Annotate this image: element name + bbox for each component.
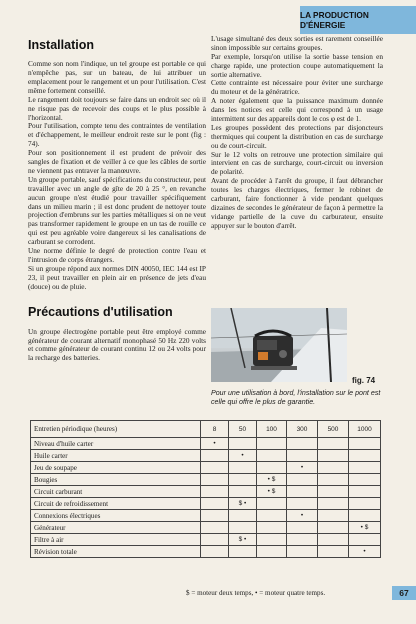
table-cell (257, 546, 287, 558)
table-header-cell: 8 (201, 421, 229, 438)
paragraph: Pour l'utilisation, compte tenu des contraintes de ventilation et d'échappement, le meilleur endroit reste sur le pont (fig : 74). (28, 121, 206, 149)
table-row (31, 534, 381, 546)
table-cell (229, 546, 257, 558)
table-cell (257, 462, 287, 474)
table-row (31, 462, 381, 474)
table-cell (349, 534, 381, 546)
table-header-cell: 1000 (349, 421, 381, 438)
table-header-row (31, 421, 381, 438)
table-cell (349, 510, 381, 522)
table-cell (318, 462, 349, 474)
table-cell (201, 462, 229, 474)
table-cell (318, 546, 349, 558)
table-cell (201, 522, 229, 534)
table-cell (349, 474, 381, 486)
table-cell: Révision totale (31, 546, 201, 558)
table-cell (257, 438, 287, 450)
paragraph: Un groupe portable, sauf spécifications du constructeur, peut travailler avec un angle de gîte de 20 à 25 °, en revanche aucun groupe n'est étudié pour travailler spécifiquement dans un milieu marin ; il est donc prudent de nettoyer toute projection d'embruns sur les parties métalliques si on ne veut pas transformer rapidement le groupe en un tas de rouille ce qui est peu agréable voire dangereux si les canalisations de carburant se corrodent. (28, 174, 206, 247)
paragraph: Une norme définie le degré de protection contre l'eau et l'intrusion de corps étrangers. (28, 245, 206, 264)
table-header-cell: 50 (229, 421, 257, 438)
table-cell (229, 462, 257, 474)
table-cell (229, 486, 257, 498)
page-number: 67 (392, 586, 416, 600)
table-cell: • (287, 510, 318, 522)
table-cell (287, 534, 318, 546)
table-legend: $ = moteur deux temps, • = moteur quatre temps. (186, 589, 326, 597)
table-cell: Jeu de soupape (31, 462, 201, 474)
table-cell: • (229, 450, 257, 462)
table-cell (201, 546, 229, 558)
table-cell (201, 510, 229, 522)
table-cell (287, 486, 318, 498)
table-cell (257, 450, 287, 462)
paragraph: Si un groupe répond aux normes DIN 40050, IEC 144 est IP 23, il peut travailler en plein air en présence de jets d'eau (douce) ou de pluie. (28, 263, 206, 291)
table-cell (318, 486, 349, 498)
table-cell (287, 546, 318, 558)
table-cell (287, 474, 318, 486)
section-title-precautions: Précautions d'utilisation (28, 305, 173, 320)
paragraph: Par exemple, lorsqu'on utilise la sortie basse tension en charge rapide, une protection coupe automatiquement la sortie alternative. (211, 51, 383, 79)
table-cell (257, 510, 287, 522)
table-cell (318, 450, 349, 462)
table-cell (201, 498, 229, 510)
table-cell (318, 498, 349, 510)
table-cell: • (349, 546, 381, 558)
table-row (31, 438, 381, 450)
paragraph: L'usage simultané des deux sorties est rarement conseillée sinon impossible sur certains groupes. (211, 34, 383, 52)
table-cell (318, 474, 349, 486)
left-column (28, 38, 206, 363)
table-cell (201, 486, 229, 498)
table-cell (318, 438, 349, 450)
right-column (211, 35, 383, 231)
paragraph: A noter également que la puissance maximum donnée dans les notices est celle qui correspond à un usage intermittent sur des appareils dont le cos φ est de 1. (211, 96, 383, 124)
table-cell (201, 534, 229, 546)
table-cell (349, 486, 381, 498)
table-cell: Bougies (31, 474, 201, 486)
table-cell: • $ (349, 522, 381, 534)
table-cell: • (201, 438, 229, 450)
table-cell: • $ (257, 474, 287, 486)
table-cell (257, 522, 287, 534)
table-cell: • $ (257, 486, 287, 498)
table-cell (349, 498, 381, 510)
table-cell: Niveau d'huile carter (31, 438, 201, 450)
table-cell: Filtre à air (31, 534, 201, 546)
section-title-installation: Installation (28, 38, 94, 52)
table-row (31, 510, 381, 522)
table-cell (287, 450, 318, 462)
paragraph: Un groupe électrogène portable peut être employé comme générateur de courant alternatif monophasé 50 Hz 220 volts et comme générateur de courant continu 12 ou 24 volts pour la recharge des batteries. (28, 326, 206, 363)
table-row (31, 450, 381, 462)
table-cell (287, 498, 318, 510)
table-row (31, 522, 381, 534)
table-row (31, 474, 381, 486)
paragraph: Le rangement doit toujours se faire dans un endroit sec où il ne risque pas de recevoir des coups et le plus possible à l'horizontal. (28, 94, 206, 122)
table-cell (257, 498, 287, 510)
table-cell: Circuit carburant (31, 486, 201, 498)
maintenance-table (30, 420, 381, 558)
table-row (31, 486, 381, 498)
paragraph: Pour son positionnement il est prudent de prévoir des sangles de fixation et de veiller à ce que les câbles de sortie ne viennent pas entraver la manœuvre. (28, 148, 206, 175)
boat-deck-generator-illustration (211, 308, 347, 382)
table-cell (349, 462, 381, 474)
table-cell: Huile carter (31, 450, 201, 462)
table-cell: Générateur (31, 522, 201, 534)
table-cell (349, 438, 381, 450)
table-cell: Connexions électriques (31, 510, 201, 522)
figure-caption: Pour une utilisation à bord, l'installation sur le pont est celle qui offre le plus de garantie. (211, 389, 381, 406)
table-cell: $ • (229, 498, 257, 510)
table-row (31, 498, 381, 510)
table-cell (229, 438, 257, 450)
table-cell (318, 522, 349, 534)
figure-label: fig. 74 (352, 376, 376, 385)
chapter-header (300, 6, 416, 34)
table-header-cell: Entretien périodique (heures) (31, 421, 201, 438)
table-header-cell: 100 (257, 421, 287, 438)
table-cell (257, 534, 287, 546)
paragraph: Comme son nom l'indique, un tel groupe est portable ce qui n'empêche pas, sur un bateau, de lui attribuer un emplacement pour le rangement et un pour l'utilisation. C'est même fortement conseillé. (28, 59, 206, 95)
table-cell (201, 474, 229, 486)
table-header-cell: 300 (287, 421, 318, 438)
table-cell (318, 510, 349, 522)
paragraph: Avant de procéder à l'arrêt du groupe, il faut débrancher toutes les charges électriques, fermer le robinet de carburant, faire fonctionner à vide pendant quelques dizaines de secondes le générateur de façon à permettre la vidange partielle de la cuve du carburateur, ensuite appuyer sur le bouton d'arrêt. (211, 176, 383, 230)
table-header-cell: 500 (318, 421, 349, 438)
chapter-title: LA PRODUCTION D'ÉNERGIE (300, 10, 369, 30)
table-cell (287, 522, 318, 534)
table-cell (318, 534, 349, 546)
table-row (31, 546, 381, 558)
table-cell (229, 474, 257, 486)
paragraph: Sur le 12 volts on retrouve une protection similaire qui intervient en cas de surcharge, court-circuit ou inversion de polarité. (211, 149, 383, 177)
table-cell (287, 438, 318, 450)
generator-photo (211, 308, 347, 382)
table-cell (229, 510, 257, 522)
table-cell (201, 450, 229, 462)
table-cell: Circuit de refroidissement (31, 498, 201, 510)
table-cell: • (287, 462, 318, 474)
table-cell: $ • (229, 534, 257, 546)
paragraph: Les groupes possèdent des protections par disjoncteurs thermiques qui coupent la distribution en cas de surcharge ou de court-circuit. (211, 122, 383, 150)
table-cell (229, 522, 257, 534)
paragraph: Cette contrainte est nécessaire pour éviter une surcharge du moteur et de la génératrice. (211, 78, 383, 97)
table-cell (349, 450, 381, 462)
